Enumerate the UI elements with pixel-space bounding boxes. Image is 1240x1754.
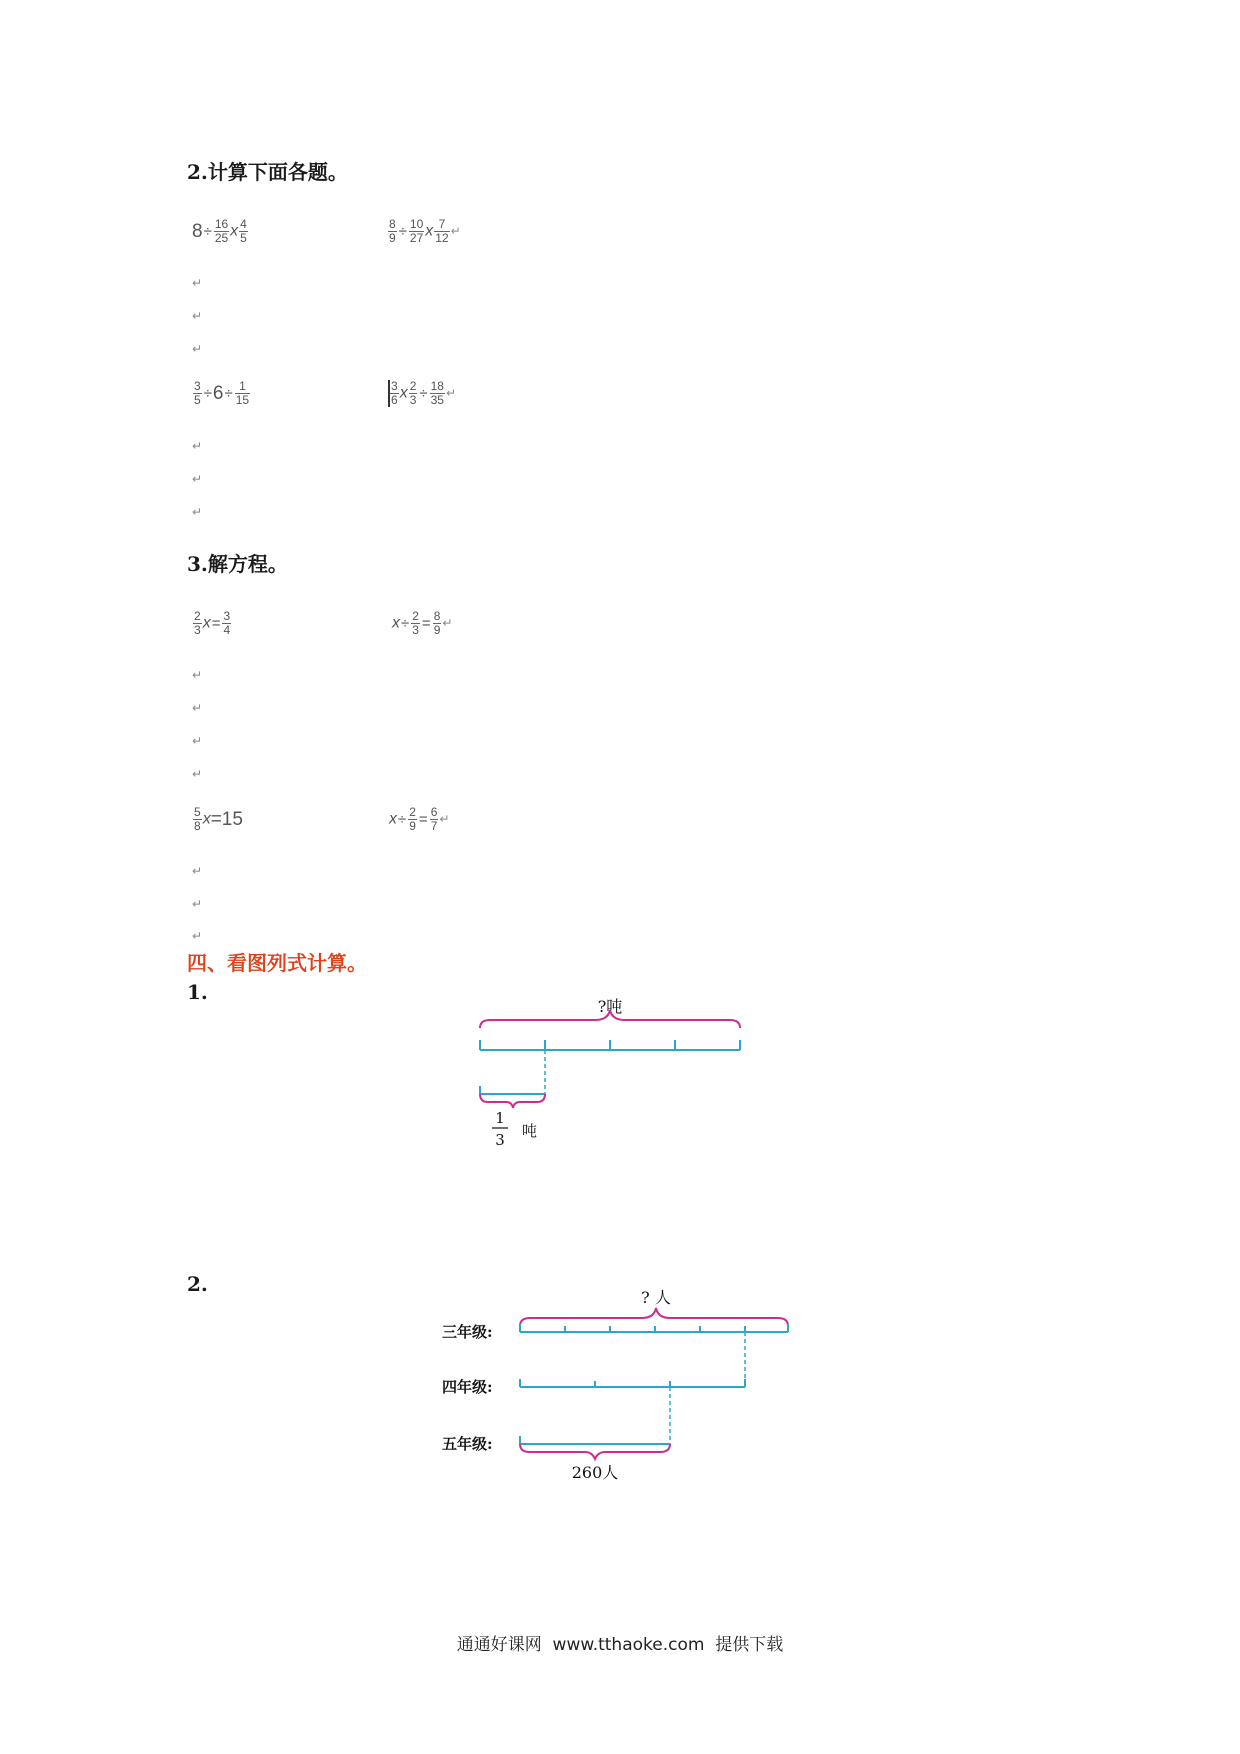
equation-a: $\frac{2}{3}$ x= $\frac{3}{4}$ xyxy=(194,609,231,637)
top-label: ?吨 xyxy=(597,997,623,1016)
row-label-grade3: 三年级: xyxy=(442,1323,493,1341)
expression-c: $\frac{3}{5}$ ÷6÷ $\frac{1}{15}$ xyxy=(194,379,250,407)
return-mark: ↵ xyxy=(192,701,203,715)
bottom-label: 260人 xyxy=(571,1463,619,1482)
bottom-unit: 吨 xyxy=(522,1122,538,1140)
return-mark: ↵ xyxy=(192,342,203,356)
diagram-2 xyxy=(430,1280,810,1490)
equation-d: x÷ $\frac{2}{9}$ = $\frac{6}{7}$ ↵ xyxy=(389,805,450,833)
bottom-brace xyxy=(520,1444,670,1459)
bottom-brace xyxy=(480,1094,545,1108)
problem-2-label: 2. xyxy=(187,1272,208,1296)
expression-a: 8÷ $\frac{16}{25}$ x $\frac{4}{5}$ xyxy=(192,217,247,245)
problem-1-label: 1. xyxy=(187,980,208,1004)
row-label-grade5: 五年级: xyxy=(442,1435,493,1453)
return-mark: ↵ xyxy=(192,734,203,748)
equation-b: x÷ $\frac{2}{3}$ = $\frac{8}{9}$ ↵ xyxy=(392,609,453,637)
expression-b: $\frac{8}{9}$ ÷ $\frac{10}{27}$ x $\frac{7}{12}$ ↵ xyxy=(389,217,461,245)
section-2-title: 2.计算下面各题。 xyxy=(187,160,348,184)
return-mark: ↵ xyxy=(192,309,203,323)
section-3-title: 3.解方程。 xyxy=(187,552,288,576)
return-mark: ↵ xyxy=(192,472,203,486)
diagram-1 xyxy=(470,990,770,1170)
return-mark: ↵ xyxy=(192,929,203,943)
return-mark: ↵ xyxy=(192,505,203,519)
top-brace xyxy=(520,1308,788,1326)
return-mark: ↵ xyxy=(192,276,203,290)
bottom-fraction-num: 1 xyxy=(495,1109,505,1127)
row-label-grade4: 四年级: xyxy=(442,1378,493,1396)
equation-c: $\frac{5}{8}$ x=15 xyxy=(194,805,243,833)
top-label: ? 人 xyxy=(641,1288,671,1307)
return-mark: ↵ xyxy=(192,439,203,453)
return-mark: ↵ xyxy=(192,668,203,682)
return-mark: ↵ xyxy=(192,767,203,781)
return-mark: ↵ xyxy=(192,864,203,878)
section-4-title: 四、看图列式计算。 xyxy=(187,951,367,975)
return-mark: ↵ xyxy=(192,897,203,911)
expression-d: $\frac{3}{6}$ x $\frac{2}{3}$ ÷ $\frac{18}{35}$ ↵ xyxy=(387,380,456,407)
bottom-fraction-den: 3 xyxy=(495,1131,505,1149)
footer-text: 通通好课网 www.tthaoke.com 提供下载 xyxy=(456,1635,784,1655)
